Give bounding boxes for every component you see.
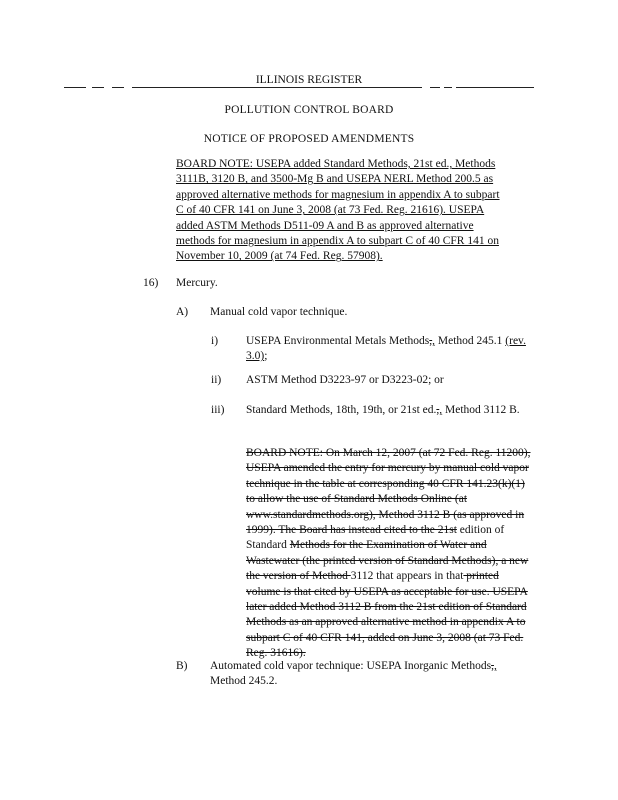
inserted-text: BOARD NOTE: USEPA added Standard Methods, 21st ed., Methods 3111B, 3120 B, and 3500-Mg B and USEPA NERL Method 200.5 as approved alternative methods for magnesium in appendix A to subpart C of 40 CFR 141 on June 3, 2008 (at 73 Fed. Reg. 21616). USEPA added ASTM Methods D511-09 A and B as approved alternative methods for magnesium in appendix A to subpart C of 40 CFR 141 on November 10, 2009 (at 74 Fed. Reg. 57908). (176, 158, 500, 263)
sub-i-number: i) (211, 335, 219, 347)
header-rule (64, 87, 534, 88)
text-run: USEPA Environmental Metals Methods (246, 335, 430, 347)
text-run: ; (264, 350, 268, 363)
item-16-number: 16) (143, 277, 159, 289)
item-b-text (210, 659, 510, 690)
deleted-text: Methods for the Examination of Water and Wastewater (the printed version of Standard Methods), a new the version of Method (246, 539, 529, 583)
text-run: Standard Methods, 18th, 19th, or 21st ed. (246, 404, 437, 416)
sub-ii-number: ii) (211, 374, 222, 386)
rich-text (246, 447, 531, 659)
inserted-text: , (493, 660, 497, 672)
text-run: Method 245.2. (210, 675, 278, 688)
inserted-text: (rev. 3.0) (246, 335, 526, 363)
deleted-text: , (429, 335, 433, 347)
rich-text (210, 660, 497, 687)
notice-title: NOTICE OF PROPOSED AMENDMENTS (203, 133, 415, 145)
text-run: edition of Standard (246, 524, 505, 552)
deleted-text: printed volume is that cited by USEPA as acceptable for use. USEPA later added Method 3112 B from the 21st edition of Standard Methods as an approved alternative method in appendix A to subpart C of 40 CFR 141, added on June 3, 2008 (at 73 Fed. Reg. 31616). (246, 570, 528, 660)
rich-text (176, 158, 500, 262)
text-run: Method 245.1 (435, 335, 506, 347)
item-b-letter: B) (176, 660, 188, 672)
sub-iii-text (246, 403, 536, 418)
sub-iii-number: iii) (211, 404, 225, 416)
rich-text (246, 335, 526, 362)
board-note-magnesium (176, 157, 506, 265)
text-run: Method 3112 B. (442, 404, 520, 416)
board-note-mercury (246, 446, 536, 662)
deleted-text: , (436, 404, 440, 416)
item-16-label: Mercury. (176, 277, 218, 289)
inserted-text: , (432, 335, 436, 347)
text-run: Automated cold vapor technique: USEPA Inorganic Methods (210, 660, 492, 672)
sub-ii-text: ASTM Method D3223-97 or D3223-02; or (246, 374, 444, 386)
register-title: ILLINOIS REGISTER (255, 74, 363, 86)
board-name: POLLUTION CONTROL BOARD (224, 104, 394, 116)
item-a-label: Manual cold vapor technique. (210, 306, 348, 318)
deleted-text: , (491, 660, 494, 672)
text-run: 3112 that appears in that (350, 570, 464, 583)
rich-text (246, 404, 520, 416)
deleted-text: BOARD NOTE: On March 12, 2007 (at 72 Fed. Reg. 11200), USEPA amended the entry for mercury by manual cold vapor technique in the table at corresponding 40 CFR 141.23(k)(1) to allow the use of Standard Methods Online (at www.standardmethods.org), Method 3112 B (as approved in 1999). The Board has instead cited to the 21st (246, 447, 531, 537)
item-a-letter: A) (176, 306, 189, 318)
sub-i-text (246, 334, 536, 365)
inserted-text: , (439, 404, 443, 416)
